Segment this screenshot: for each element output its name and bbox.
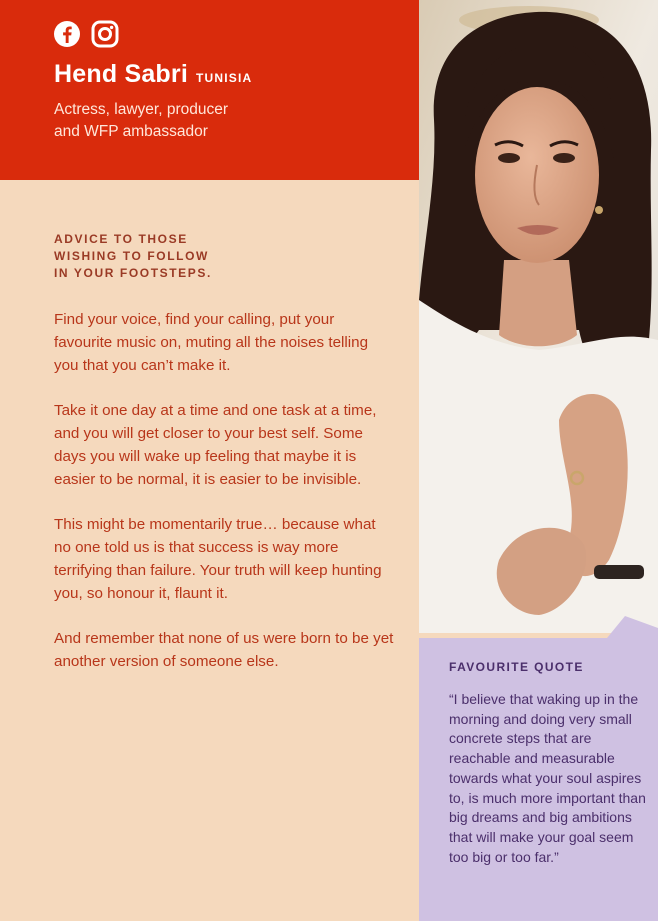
advice-heading-line: WISHING TO FOLLOW — [54, 249, 209, 263]
person-role — [54, 99, 354, 143]
quote-heading: FAVOURITE QUOTE — [449, 660, 584, 674]
advice-paragraph: This might be momentarily true… because what no one told us is that success is way more terrifying than failure. Your truth will keep hunting you, so honour it, flaunt it. — [54, 516, 382, 602]
name-row — [54, 60, 252, 89]
instagram-icon[interactable] — [91, 20, 119, 48]
advice-heading — [54, 231, 314, 282]
advice-paragraph: And remember that none of us were born to be yet another version of someone else. — [54, 630, 394, 670]
social-links — [53, 20, 119, 48]
quote-text: “I believe that waking up in the morning and doing very small concrete steps that are reachable and measurable towards what your soul aspires to, is much more important than big dreams and big ambitions that will make your goal seem too big or too far.” — [449, 691, 646, 865]
role-line: Actress, lawyer, producer — [54, 101, 229, 118]
country-label: TUNISIA — [195, 71, 253, 85]
profile-header — [0, 0, 419, 180]
advice-heading-line: IN YOUR FOOTSTEPS. — [54, 266, 212, 280]
advice-heading-line: ADVICE TO THOSE — [54, 232, 188, 246]
portrait-photo — [419, 0, 658, 633]
facebook-icon[interactable] — [53, 20, 81, 48]
advice-paragraph: Take it one day at a time and one task at a time, and you will get closer to your best self. Some days you will wake up feeling that maybe it is easier to be normal, it is easier to be invisible. — [54, 402, 377, 488]
person-name: Hend Sabri — [54, 60, 188, 88]
role-line: and WFP ambassador — [54, 123, 208, 140]
advice-body — [54, 308, 394, 695]
advice-paragraph: Find your voice, find your calling, put your favourite music on, muting all the noises telling you that you can’t make it. — [54, 311, 369, 374]
